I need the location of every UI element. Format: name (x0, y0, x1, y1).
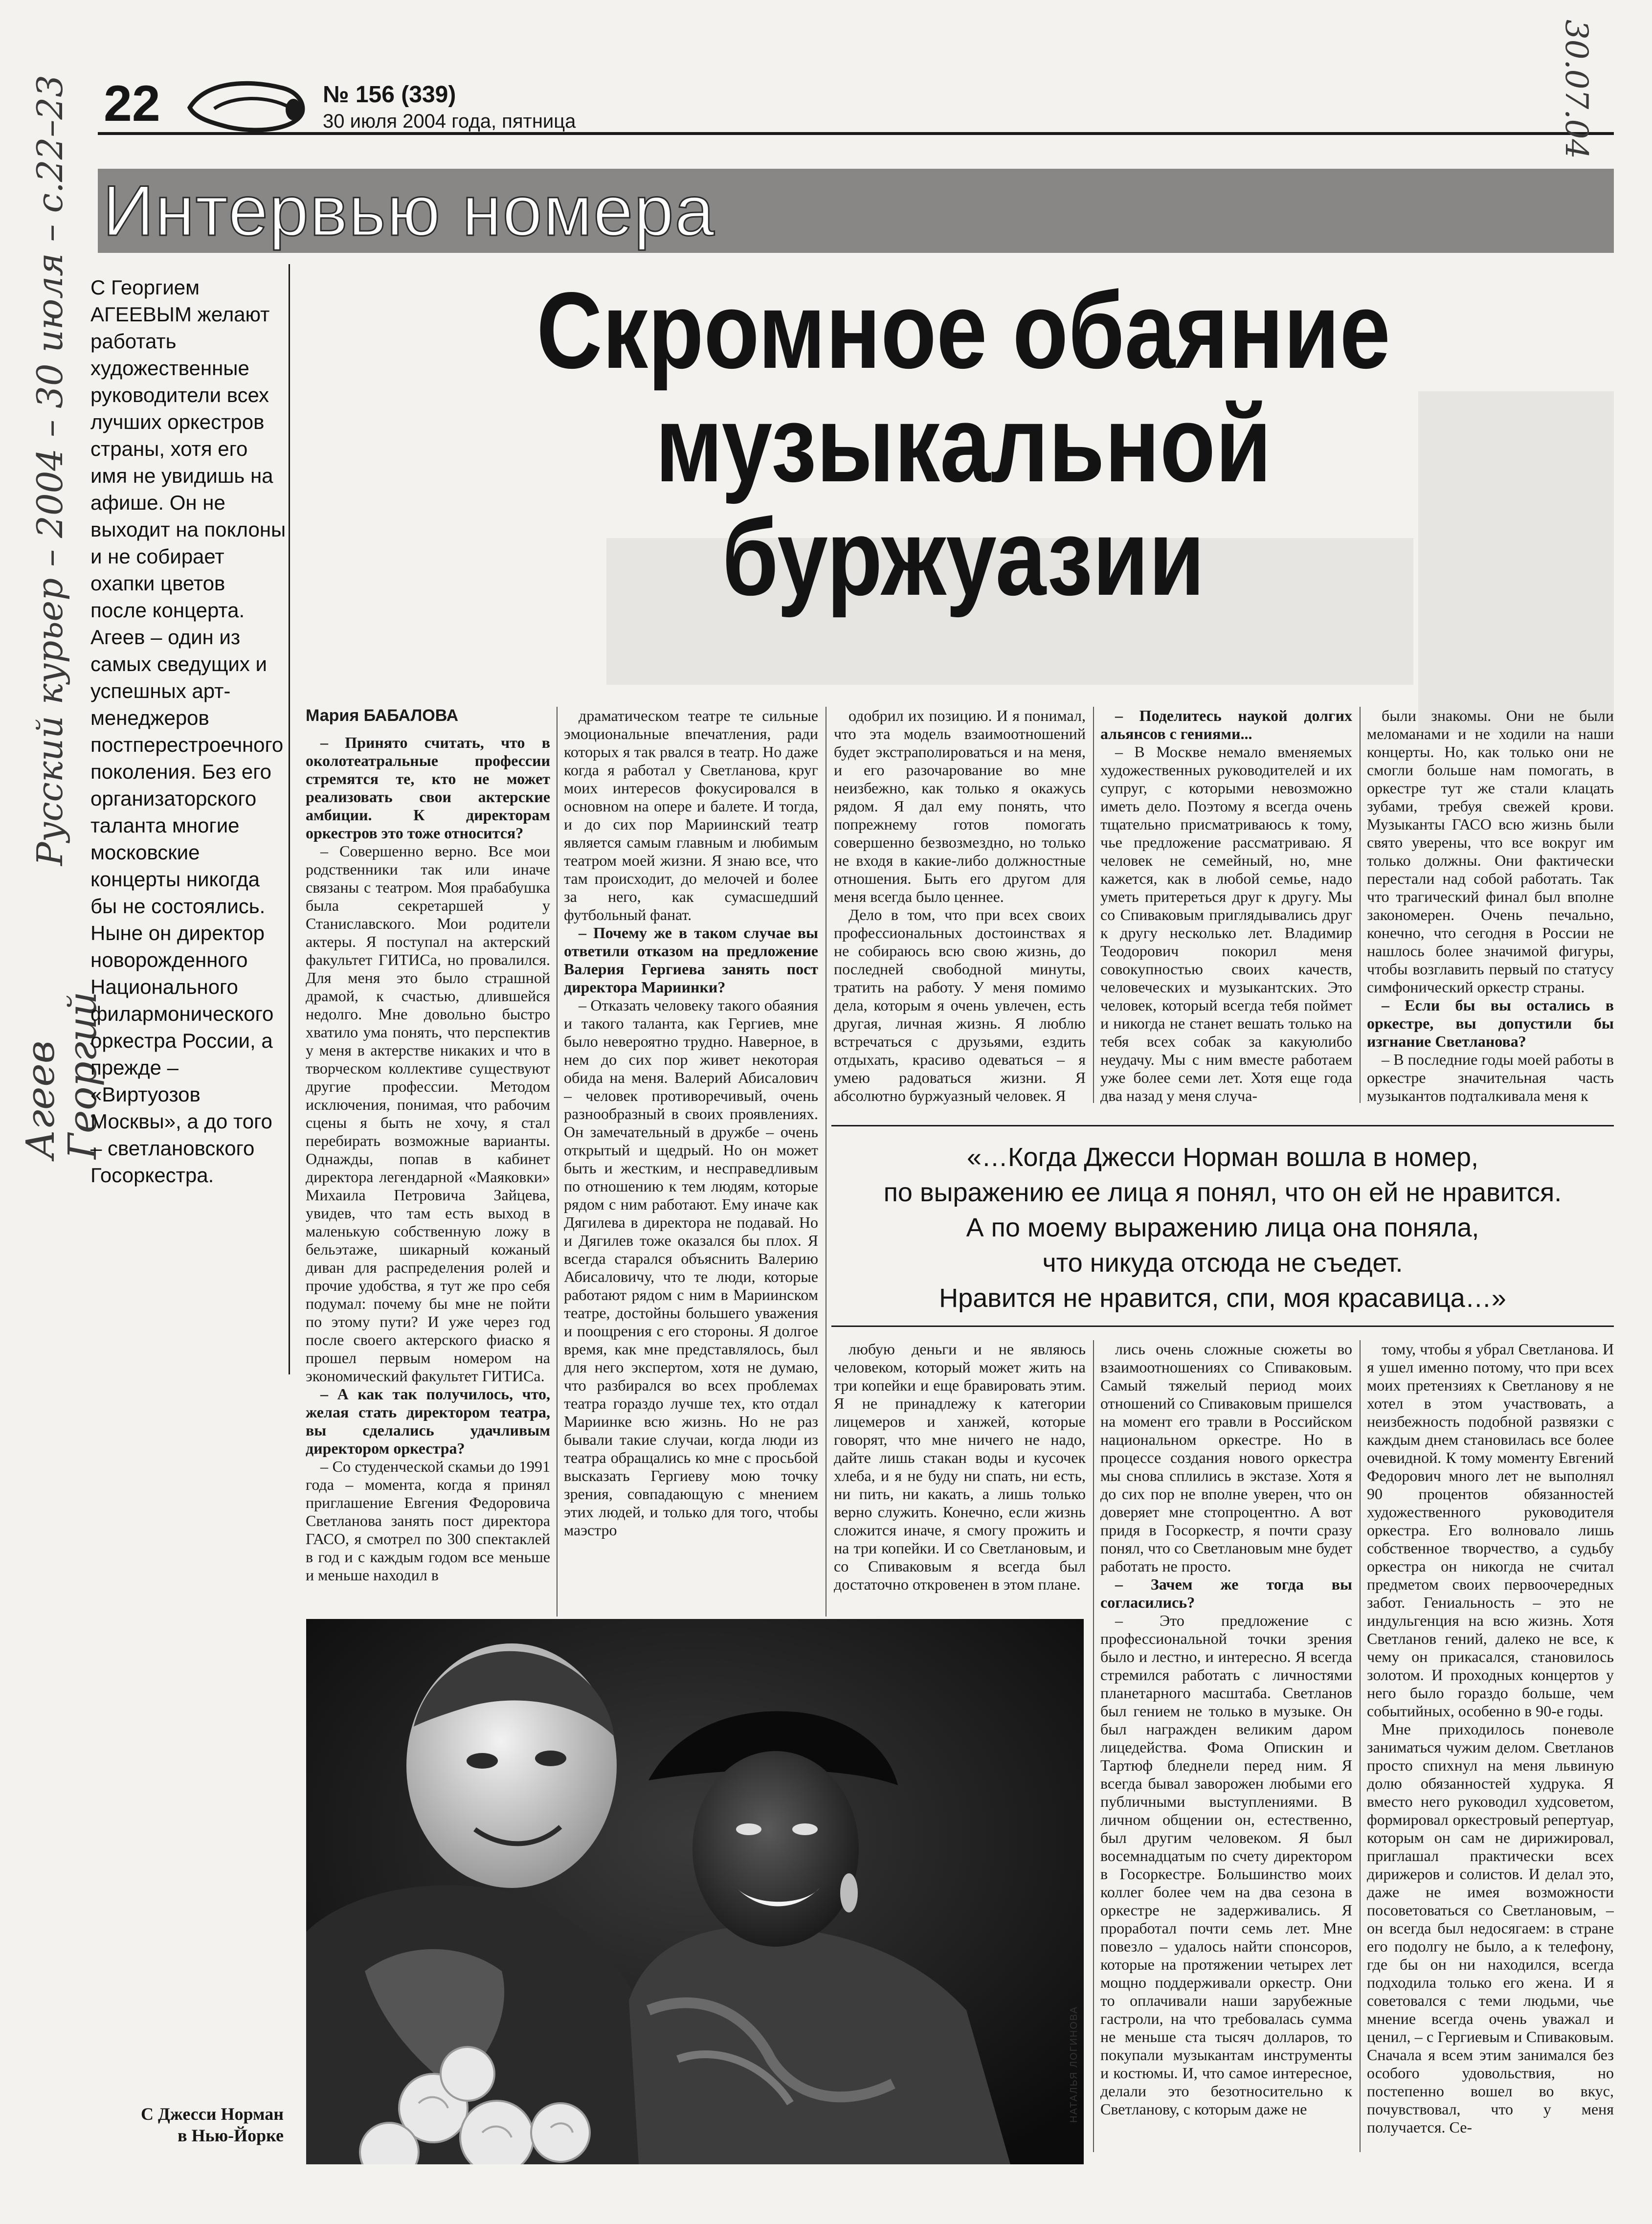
article-column-4 (1100, 707, 1352, 1113)
photo-credit: НАТАЛЬЯ ЛОГИНОВА (1069, 2006, 1079, 2123)
pullquote-line: А по моему выражению лица она поняла, (966, 1213, 1479, 1242)
answer: Дело в том, что при всех своих профессиональных достоинствах я не собираюсь всю свою жизнь, до последней свободной минуты, тратить на работу. У меня помимо дела, которым я очень увлечен, есть другая, личная жизнь. Я люблю встречаться с друзьями, ездить отдыхать, красиво одеваться – я умею радоваться жизни. Я абсолютно буржуазный человек. Я (834, 906, 1086, 1104)
article-lead: С Георгием АГЕЕВЫМ желают работать художественные руководители всех лучших оркестров страны, хотя его имя не увидишь на афише. Он не выходит на поклоны и не собирает охапки цветов после концерта. Агеев – один из самых сведущих и успешных арт-менеджеров постперестроечного поколения. Без его организаторского таланта многие московские концерты никогда бы не состоялись. Ныне он директор новорожденного Национального филармонического оркестра России, а прежде – «Виртуозов Москвы», а до того – светлановского Госоркестра. (90, 276, 286, 1187)
pull-quote (831, 1140, 1614, 1316)
article-column-6 (834, 1340, 1086, 1604)
horn-logo-icon (185, 73, 307, 142)
answer: – Отказать человеку такого обаяния и такого таланта, как Гергиев, мне было невероятно трудно. Наверное, в нем до сих пор живет некоторая обида на меня. Валерий Абисалович – человек противоречивый, очень разнообразный в своих проявлениях. Он замечательный в дружбе – очень открытый и щедрый. Но он может быть и жестким, и несправедливым по отношению к тем людям, которые рядом с ним работают. Ему иначе как Дягилева в директора не подавай. Но и Дягилев тоже оказался бы плох. Я всегда старался объяснить Валерию Абисаловичу, что те люди, которые работают рядом с ним в Мариинском театре, достойны большего уважения и поощрения с его стороны. Я долгое время, как мне представлялось, был для него экспертом, хотя не думаю, что разбирался во всех проблемах театра гораздо лучше тех, кто отдал Мариинке всю жизнь. Но не раз бывали такие случаи, когда люди из театра обращались ко мне с просьбой высказать Гергиеву мою точку зрения, совпадающую с мнением этих людей, и только для того, чтобы маэстро (564, 996, 818, 1539)
column-divider (557, 707, 558, 1617)
question: – А как так получилось, что, желая стать директором театра, вы сделались удачливым директором оркестра? (306, 1385, 550, 1457)
answer: – Это предложение с профессиональной точки зрения было и лестно, и интересно. Я всегда стремился работать с личностями планетарного масштаба. Светланов был гением не только в музыке. Он был награжден великим даром лицедейства. Фома Опискин и Тартюф бледнели перед ним. Я всегда бывал заворожен любыми его публичными выступлениями. В личном общении он, естественно, был другим человеком. Я был восемнадцатым по счету директором в Госоркестре. Большинство моих коллег более чем на два сезона в оркестре не задерживались. Я проработал почти семь лет. Мне повезло – удалось найти спонсоров, которые на протяжении четырех лет мощно поддерживали оркестр. Они то оплачивали наши зарубежные гастроли, на что требовалась сумма не меньше ста тысяч долларов, то покупали музыкантам инструменты и костюмы. И, что самое интересное, делали это безотносительно к Светланову, с которым даже не (1100, 1612, 1352, 2118)
faded-text (90, 1389, 291, 2074)
answer: – В Москве немало вменяемых художественных руководителей и их супруг, с которыми невозможно иметь дело. Поэтому я всегда очень тщательно присматриваюсь к тому, чье предложение рассматриваю. Я человек не семейный, но, мне кажется, как в любой семье, надо уметь притереться друг к другу. Мы со Спиваковым приглядывались друг к другу несколько лет. Владимир Теодорович покорил меня совокупностью своих качеств, человеческих и музыкантских. Это человек, который всегда тебя поймет и никогда не станет вешать только на тебя всех собак за какуюлибо неудачу. Мы с ним вместе работаем уже более семи лет. Хотя еще года два назад у меня случа- (1100, 743, 1352, 1104)
pullquote-top-rule (831, 1125, 1614, 1126)
question: – Если бы вы остались в оркестре, вы допустили бы изгнание Светланова? (1367, 996, 1614, 1050)
byline: Мария БАБАЛОВА (306, 707, 459, 725)
answer: тому, чтобы я убрал Светланова. И я ушел именно потому, что при всех моих претензиях к Светланову я не хотел в этом участвовать, а неизбежность подобной развязки с каждым днем становилась все более очевидной. К тому моменту Евгений Федорович много лет не выполнял 90 процентов обязанностей художественного руководителя оркестра. Его волновало лишь собственное творчество, а судьбу оркестра он никогда не считал предметом своих первоочередных забот. Гениальность – это не индульгенция на всю жизнь. Хотя Светланов гений, далеко не все, к чему он прикасался, становилось золотом. И проходных концертов у него было гораздо больше, чем событийных, особенно в 90-е годы. (1367, 1340, 1614, 1720)
answer: – Со студенческой скамьи до 1991 года – момента, когда я принял приглашение Евгения Федоровича Светланова занять пост директора ГАСО, я смотрел по 300 спектаклей в год и с каждым годом все меньше и меньше находил в (306, 1458, 550, 1584)
answer: любую деньги и не являюсь человеком, который может жить на три копейки и еще бравировать этим. Я не принадлежу к категории лицемеров и ханжей, которые говорят, что мне ничего не надо, дайте лишь стакан воды и кусочек хлеба, и я не буду ни спать, ни есть, ни пить, ни какать, а лишь только верно служить. Конечно, если жизнь сложится иначе, я смогу прожить и на три копейки. И со Светлановым, и со Спиваковым я всегда был достаточно откровенен в этом плане. (834, 1340, 1086, 1593)
article-column-7 (1100, 1340, 1352, 2152)
question: – Принято считать, что в околотеатральные профессии стремятся те, кто не может реализовать свои актерские амбиции. К директорам оркестров это тоже относится? (306, 734, 550, 842)
column-divider (1093, 707, 1094, 1103)
article-column-3 (834, 707, 1086, 1113)
column-divider (1360, 707, 1361, 1103)
answer: одобрил их позицию. И я понимал, что эта модель взаимоотношений будет экстраполироваться и на меня, и его разочарование во мне неизбежно, как только я окажусь рядом. Я дал ему понять, что попрежнему готов помогать совершенно безвозмездно, но только не входя в какие-либо должностные отношения. Быть его другом для меня всегда было ценнее. (834, 707, 1086, 905)
caption-line: в Нью-Йорке (178, 2126, 284, 2145)
answer: драматическом театре те сильные эмоциональные впечатления, ради которых я так рвался в театр. Но даже когда я работал у Светланова, круг моих интересов фокусировался в основном на опере и балете. И тогда, и до сих пор Мариинский театр является самым главным и любимым театром моей жизни. Я знаю все, что там происходит, до мелочей и более за него, как сумасшедший футбольный фанат. (564, 707, 818, 923)
pullquote-line: по выражению ее лица я понял, что он ей не нравится. (883, 1178, 1562, 1207)
headline-line-2: музыкальной (655, 383, 1272, 505)
photo-caption (122, 2103, 284, 2146)
handwritten-corner-note: 30.07.04 (1558, 20, 1594, 159)
question: – Поделитесь наукой долгих альянсов с гениями... (1100, 707, 1352, 742)
answer: лись очень сложные сюжеты во взаимоотношениях со Спиваковым. Самый тяжелый период моих отношений со Спиваковым пришелся на момент его травли в Российском национальном оркестре. Но в процессе создания нового оркестра мы снова сплились в экстазе. Хотя я до сих пор не вполне уверен, что он доверяет мне стопроцентно. А вот придя в Госоркестр, я почти сразу понял, что со Светлановым мне будет работать не просто. (1100, 1340, 1352, 1575)
header-rule (98, 132, 1614, 135)
issue-number: № 156 (339) (323, 82, 456, 108)
article-headline (409, 270, 1518, 618)
pullquote-line: что никуда отсюда не съедет. (1042, 1248, 1403, 1278)
answer: – Совершенно верно. Все мои родственники так или иначе связаны с театром. Моя прабабушка была секретаршей у Станиславского. Мои родители актеры. Я поступал на актерский факультет ГИТИСа, но провалился. Для меня это было страшной драмой, к счастью, длившейся недолго. Мне довольно быстро хватило ума понять, что перспектив у меня в актерстве никаких и что в творческом коллективе существуют другие профессии. Методом исключения, понимая, что рабочим сцены я быть не хочу, я стал перебирать возможные варианты. Однажды, попав в кабинет директора легендарной «Маяковки» Михаила Петровича Зайцева, увидев, что там есть выход в маленькую собственную ложу в бельэтаже, шикарный кожаный диван для распределения ролей и прочие удобства, я тут же про себя подумал: почему бы мне не пойти по этому пути? И уже через год после своего актерского фиаско я прошел первым номером на экономический факультет ГИТИСа. (306, 842, 550, 1385)
question: – Почему же в таком случае вы ответили отказом на предложение Валерия Гергиева занять пост директора Мариинки? (564, 924, 818, 996)
article-column-2 (564, 707, 818, 1626)
pullquote-bottom-rule (831, 1325, 1614, 1327)
article-column-8 (1367, 1340, 1614, 2152)
headline-line-1: Скромное обаяние (536, 270, 1390, 391)
issue-date: 30 июля 2004 года, пятница (323, 111, 576, 132)
column-divider (1093, 1340, 1094, 2152)
column-divider (1360, 1340, 1361, 2152)
page-number: 22 (104, 75, 160, 132)
handwritten-name-note: Агеев Георгий (18, 991, 105, 1159)
answer: были знакомы. Они не были меломанами и не ходили на наши концерты. Но, как только они не смогли больше нам помогать, в оркестре тут же стали клацать зубами, требуя свежей крови. Музыканты ГАСО всю жизнь были свято уверены, что все вокруг им только должны. Они фактически перестали над собой работать. Так что трагический финал был вполне закономерен. Очень печально, конечно, что сегодня в России не нашлось более значимой фигуры, чтобы возглавить первый по статусу симфонический оркестр страны. (1367, 707, 1614, 996)
article-column-5 (1367, 707, 1614, 1113)
handwritten-spine-note: Русский курьер – 2004 – 30 июля – с.22–23 (29, 74, 70, 866)
pullquote-line: Нравится не нравится, спи, моя красавица…» (939, 1283, 1506, 1313)
article-column-1 (306, 707, 550, 1626)
headline-line-3: буржуазии (722, 497, 1205, 618)
question: – Зачем же тогда вы согласились? (1100, 1575, 1352, 1611)
lead-divider (289, 264, 290, 1374)
answer: Мне приходилось поневоле заниматься чужим делом. Светланов просто спихнул на меня львиную долю обязанностей худрука. Я вместо него руководил худсоветом, формировал оркестровый репертуар, которым он сам не дирижировал, приглашал практически всех дирижеров и солистов. И делал это, даже не имея возможности посоветоваться со Светлановым, – он всегда был недосягаем: в стране его подолгу не было, а к телефону, где бы он ни находился, всегда подходила только его жена. И я советовался с теми людьми, чье мнение всегда очень уважал и ценил, – с Гергиевым и Спиваковым. Сначала я всем этим занимался без особого удовольствия, но постепенно вошел во вкус, почувствовал, что у меня получается. Се- (1367, 1720, 1614, 2136)
photo-ageev-with-jessye-norman (306, 1619, 1084, 2164)
caption-line: С Джесси Норман (140, 2104, 284, 2124)
pullquote-line: «…Когда Джесси Норман вошла в номер, (967, 1143, 1478, 1172)
section-title: Интервью номера (103, 171, 715, 250)
answer: – В последние годы моей работы в оркестре значительная часть музыкантов подталкивала меня к (1367, 1051, 1614, 1104)
